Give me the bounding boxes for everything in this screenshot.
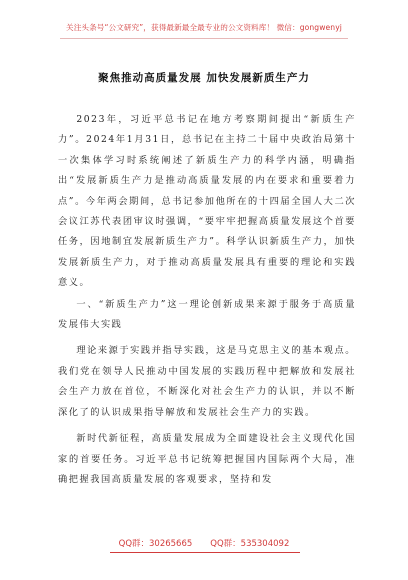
section-heading-1: 一、“新质生产力”这一理论创新成果来源于服务于高质量发展伟大实践: [58, 298, 356, 331]
paragraph-theory: 理论来源于实践并指导实践，这是马克思主义的基本观点。我们党在领导人民推动中国发展的实践历程中把解放和发展社会生产力放在首位，不断深化对社会生产力的认识，并以不断深化了的认识成果指导解放和发展社会生产力的实践。: [58, 345, 356, 418]
footer-divider: [110, 552, 300, 553]
document-body: [58, 110, 356, 491]
document-title: 聚焦推动高质量发展 加快发展新质生产力: [98, 72, 310, 84]
paragraph-new-era: 新时代新征程，高质量发展成为全面建设社会主义现代化国家的首要任务。习近平总书记统筹把握国内国际两个大局，准确把握我国高质量发展的客观要求，坚持和发: [58, 433, 356, 485]
header-promo-note: 关注头条号“公文研究”，获得最新最全最专业的公文资料库！ 微信：gongwenyj: [66, 23, 342, 32]
footer-qq-groups: [0, 537, 408, 549]
paragraph-intro: 2023年，习近平总书记在地方考察期间提出“新质生产力”。2024年1月31日，总书记在主持二十届中央政治局第十一次集体学习时系统阐述了新质生产力的科学内涵，明确指出“发展新质生产力是推动高质量发展的内在要求和重要着力点”。今年两会期间，总书记参加他所在的十四届全国人大二次会议江苏代表团审议时强调，“要牢牢把握高质量发展这个首要任务，因地制宜发展新质生产力”。科学认识新质生产力，加快发展新质生产力，对于推动高质量发展具有重要的理论和实践意义。: [58, 114, 356, 289]
footer-qq-group-1: QQ群：30265665: [118, 539, 193, 549]
header-divider: [60, 38, 348, 39]
footer-qq-group-2: QQ群：535304092: [210, 539, 290, 549]
